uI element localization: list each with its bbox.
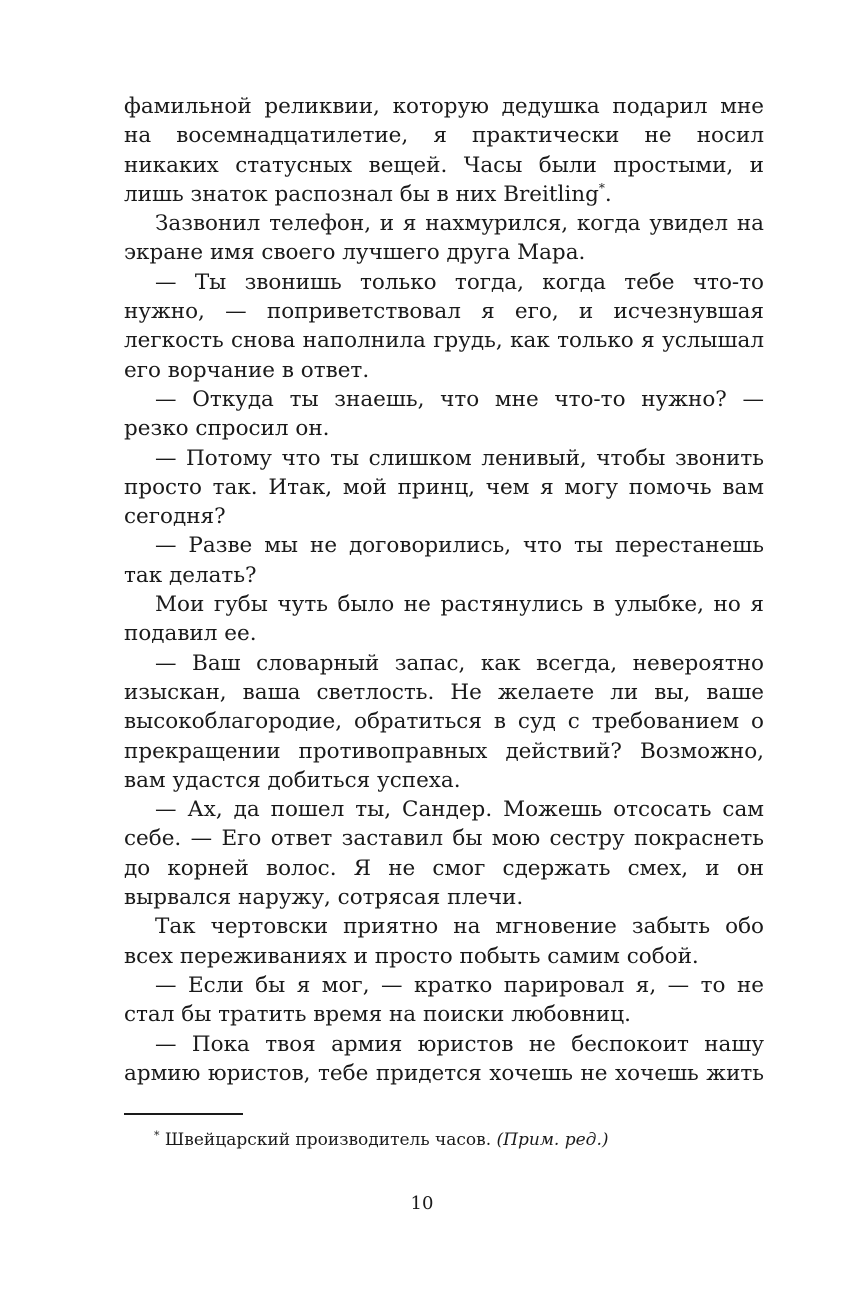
paragraph-3: — Ты звонишь только тогда, когда тебе что-то нужно, — поприветствовал я его, и исчезнувшая легкость снова наполнила грудь, как только я услышал его ворчание в ответ. [124, 269, 764, 383]
paragraph-7: Мои губы чуть было не растянулись в улыбке, но я подавил ее. [124, 592, 764, 647]
paragraph-8: — Ваш словарный запас, как всегда, невероятно изыскан, ваша светлость. Не желаете ли вы, ваше высокоблагородие, обратиться в суд с требованием о прекращении противоправных действий? Возможно, вам удастся добиться успеха. [124, 650, 764, 793]
footnote-text: Швейцарский производитель часов. [164, 1130, 492, 1150]
paragraph-4: — Откуда ты знаешь, что мне что-то нужно? — резко спросил он. [124, 386, 764, 442]
page-number: 10 [410, 1193, 434, 1214]
paragraph-1: фамильной реликвии, которую дедушка подарил мне на восемнадцатилетие, я практически не носил никаких статусных вещей. Часы были простыми, и лишь знаток распознал бы в них Breitling*. [124, 94, 764, 207]
paragraph-12: — Пока твоя армия юристов не беспокоит нашу армию юристов, тебе придется хочешь не хочешь жить [124, 1031, 764, 1086]
paragraph-2: Зазвонил телефон, и я нахмурился, когда увидел на экране имя своего лучшего друга Мара. [124, 211, 764, 266]
footnote-marker: * [598, 180, 605, 195]
footnote [154, 1128, 764, 1152]
paragraph-1-text: фамильной реликвии, которую дедушка подарил мне на восемнадцатилетие, я практически не носил никаких статусных вещей. Часы были простыми, и лишь знаток распознал бы в них Breitling [124, 94, 764, 207]
footnote-mark: * [154, 1129, 160, 1142]
paragraph-11: — Если бы я мог, — кратко парировал я, — то не стал бы тратить время на поиски любовниц. [124, 972, 764, 1028]
paragraph-6: — Разве мы не договорились, что ты перестанешь так делать? [124, 533, 764, 588]
paragraph-9: — Ах, да пошел ты, Сандер. Можешь отсосать сам себе. — Его ответ заставил бы мою сестру покраснеть до корней волос. Я не смог сдержать смех, и он вырвался наружу, сотрясая плечи. [124, 797, 764, 911]
paragraph-10: Так чертовски приятно на мгновение забыть обо всех переживаниях и просто побыть самим собой. [124, 914, 764, 969]
paragraph-5: — Потому что ты слишком ленивый, чтобы звонить просто так. Итак, мой принц, чем я могу помочь вам сегодня? [124, 445, 764, 530]
footnote-editor-note: (Прим. ред.) [496, 1130, 609, 1150]
footnote-divider [124, 1113, 243, 1115]
body-text [124, 92, 764, 1088]
